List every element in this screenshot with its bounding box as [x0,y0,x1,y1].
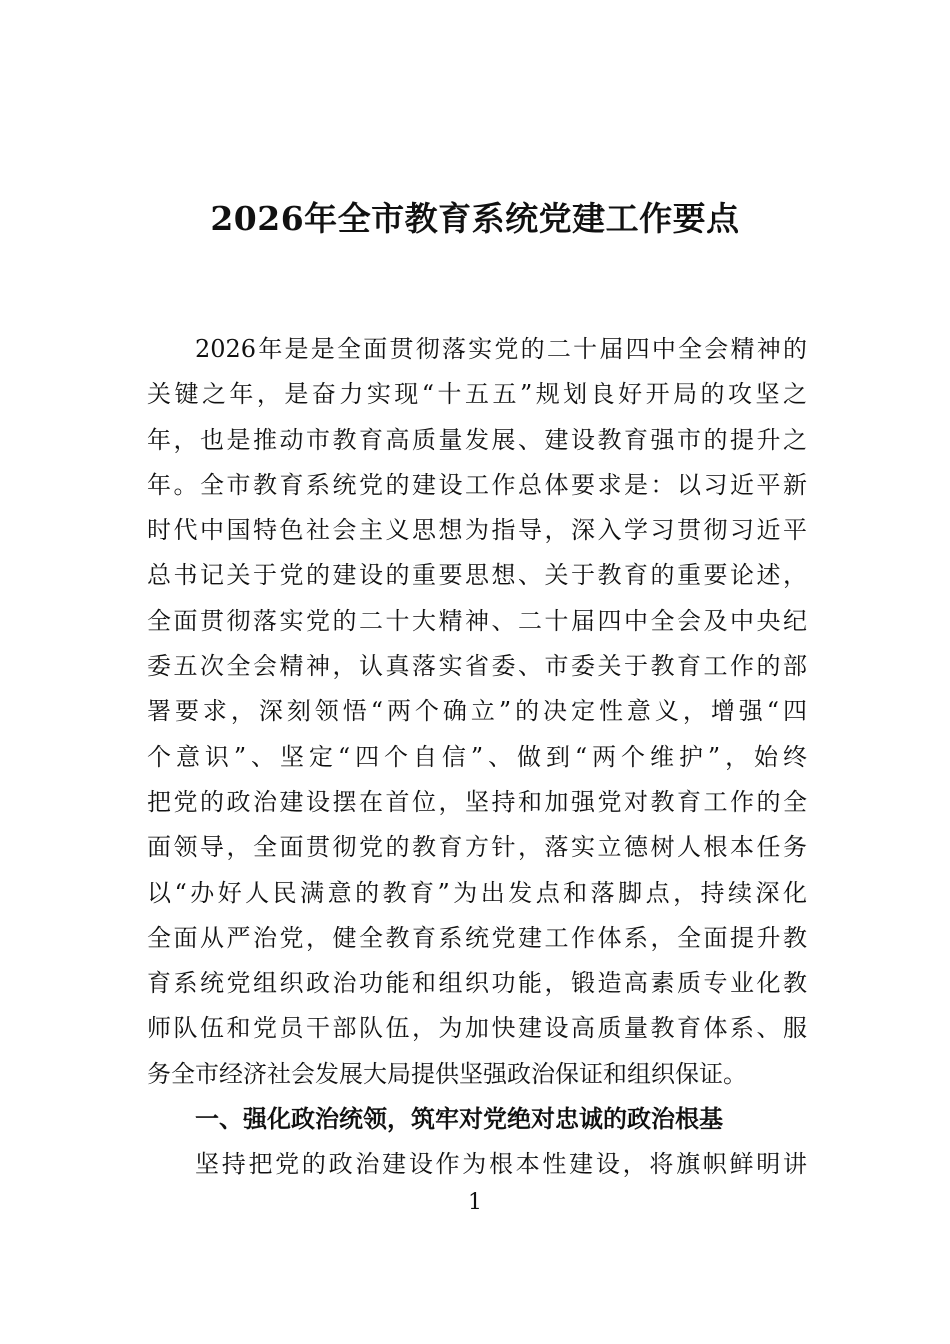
page-number: 1 [468,1190,482,1215]
intro-paragraph [147,327,807,1097]
paragraph-line: 面领导，全面贯彻党的教育方针，落实立德树人根本任务 [147,833,807,862]
paragraph-line: 2026年是是全面贯彻落实党的二十届四中全会精神的 [195,335,807,363]
paragraph-line: 全面贯彻落实党的二十大精神、二十届四中全会及中央纪 [147,606,807,635]
paragraph-line: 年。全市教育系统党的建设工作总体要求是：以习近平新 [147,470,807,499]
paragraph-line: 以“办好人民满意的教育”为出发点和落脚点，持续深化 [147,878,807,907]
document-body [147,327,807,1188]
paragraph-line: 委五次全会精神，认真落实省委、市委关于教育工作的部 [147,652,807,681]
paragraph-line: 关键之年，是奋力实现“十五五”规划良好开局的攻坚之 [147,380,807,409]
paragraph-line: 育系统党组织政治功能和组织功能，锻造高素质专业化教 [147,969,807,998]
paragraph-line: 师队伍和党员干部队伍，为加快建设高质量教育体系、服 [147,1014,807,1043]
document-title: 2026年全市教育系统党建工作要点 [210,199,740,238]
paragraph-line: 全面从严治党，健全教育系统党建工作体系，全面提升教 [147,923,807,952]
paragraph-line: 署要求，深刻领悟“两个确立”的决定性意义，增强“四 [147,697,807,726]
paragraph-line: 总书记关于党的建设的重要思想、关于教育的重要论述， [147,561,807,590]
paragraph-line: 时代中国特色社会主义思想为指导，深入学习贯彻习近平 [147,516,807,545]
paragraph-line: 把党的政治建设摆在首位，坚持和加强党对教育工作的全 [147,787,807,816]
paragraph-line: 务全市经济社会发展大局提供坚强政治保证和组织保证。 [147,1059,747,1088]
paragraph-line: 年，也是推动市教育高质量发展、建设教育强市的提升之 [147,425,807,454]
section-1-paragraph [147,1142,807,1187]
section-heading: 一、强化政治统领，筑牢对党绝对忠诚的政治根基 [195,1105,723,1134]
paragraph-line: 个意识”、坚定“四个自信”、做到“两个维护”，始终 [147,742,807,771]
paragraph-line: 坚持把党的政治建设作为根本性建设，将旗帜鲜明讲 [195,1150,807,1179]
